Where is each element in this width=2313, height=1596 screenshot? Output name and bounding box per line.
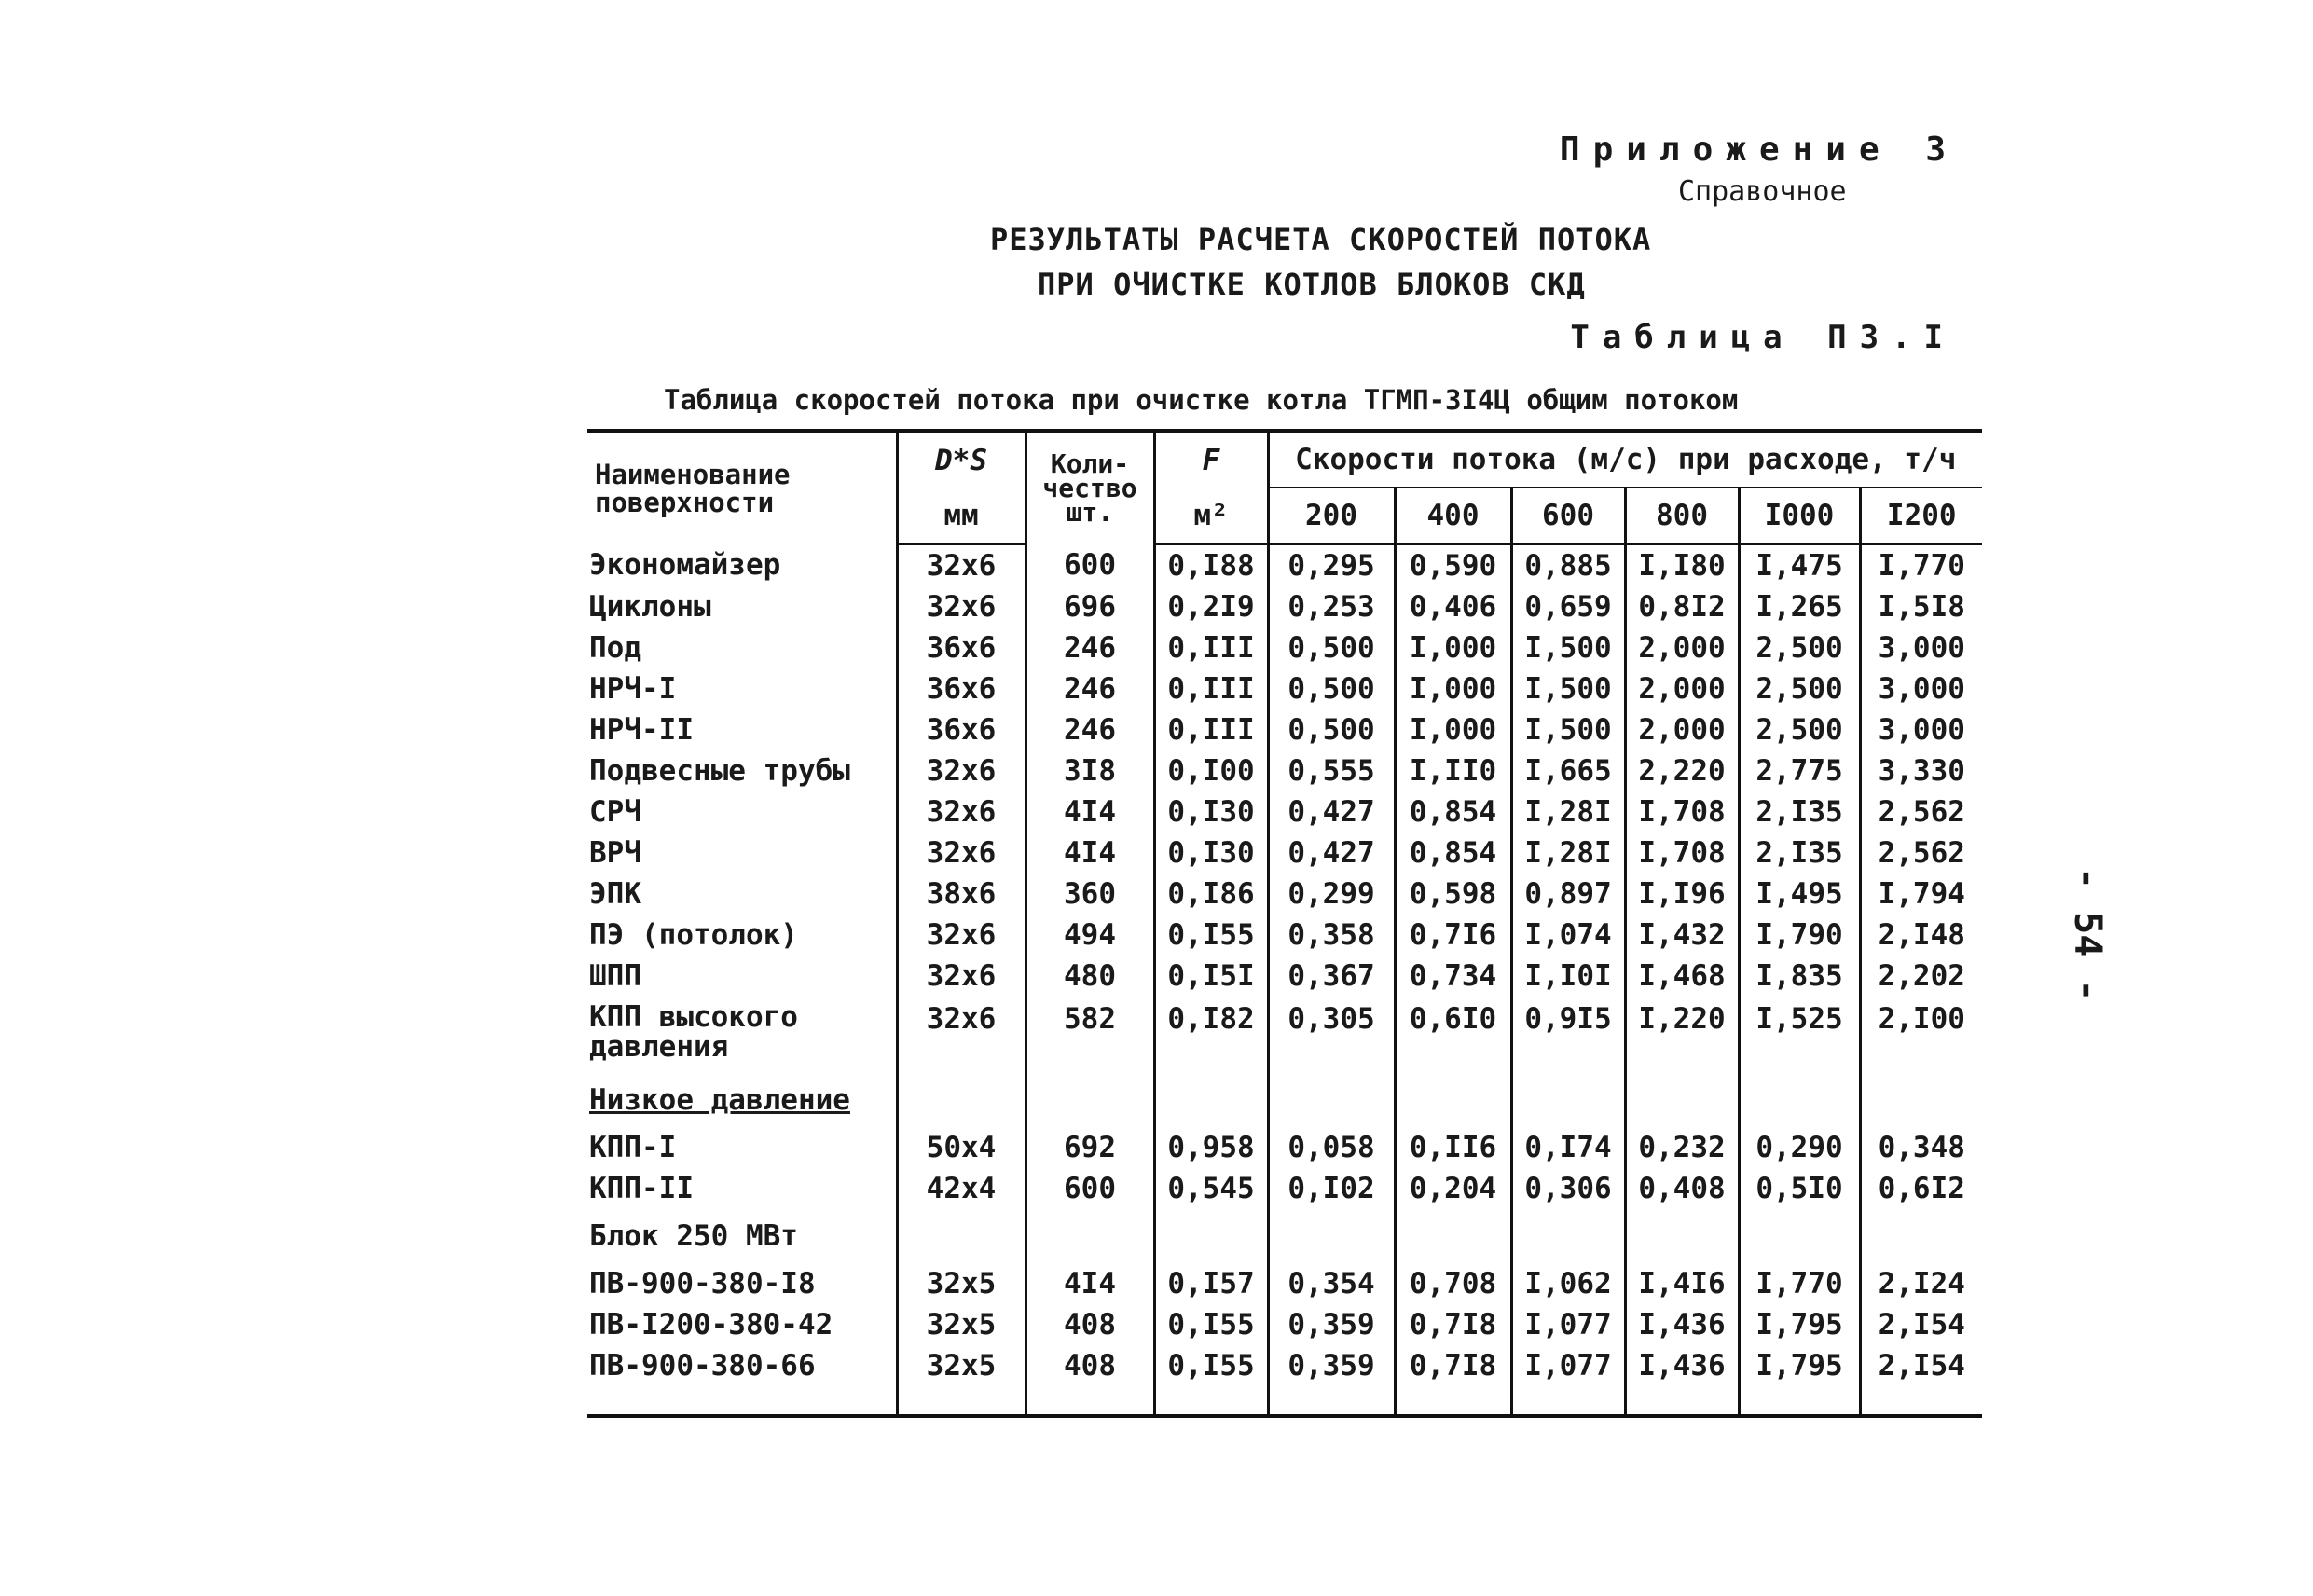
speed-cell: 0,359	[1268, 1345, 1395, 1414]
surface-name-cell: КПП-I	[589, 1131, 677, 1164]
speed-cell: I,708	[1625, 791, 1739, 832]
count-cell: 480	[1026, 956, 1154, 997]
ds-cell: 32x6	[897, 956, 1026, 997]
speed-cell: 0,885	[1511, 544, 1625, 587]
speed-cell: 2,I48	[1860, 915, 1982, 956]
count-cell: 408	[1026, 1345, 1154, 1414]
speed-cell: 0,290	[1739, 1127, 1860, 1168]
section-label: Блок 250 МВт	[589, 1219, 798, 1253]
speed-cell: I,790	[1739, 915, 1860, 956]
count-cell: 696	[1026, 586, 1154, 627]
count-cell: 360	[1026, 874, 1154, 915]
speed-cell: 0,5I0	[1739, 1168, 1860, 1209]
ds-cell: 32x6	[897, 586, 1026, 627]
document-title-line1: РЕЗУЛЬТАТЫ РАСЧЕТА СКОРОСТЕЙ ПОТОКА	[990, 222, 1652, 257]
area-cell: 0,III	[1154, 627, 1268, 668]
speed-cell: I,220	[1625, 997, 1739, 1073]
count-cell: 494	[1026, 915, 1154, 956]
table-body	[587, 544, 1982, 1415]
speed-cell: 2,I35	[1739, 832, 1860, 874]
table-header	[587, 431, 1982, 544]
speed-cell: I,28I	[1511, 791, 1625, 832]
speed-cell: 0,406	[1395, 586, 1511, 627]
speed-cell: 0,I02	[1268, 1168, 1395, 1209]
speed-cell: I,28I	[1511, 832, 1625, 874]
speed-cell: 3,000	[1860, 668, 1982, 709]
ds-cell: 42x4	[897, 1168, 1026, 1209]
section-title	[587, 1073, 897, 1127]
speed-cell: 3,000	[1860, 709, 1982, 750]
surface-name-cell: НРЧ-II	[589, 713, 694, 747]
speed-cell: I,265	[1739, 586, 1860, 627]
surface-name-cell: КПП высокого давления	[589, 1000, 798, 1064]
speed-cell: 2,500	[1739, 668, 1860, 709]
speed-cell: 0,408	[1625, 1168, 1739, 1209]
speed-cell: 0,306	[1511, 1168, 1625, 1209]
empty-cell	[1268, 1209, 1395, 1263]
speed-cell: 2,I24	[1860, 1263, 1982, 1304]
speed-cell: 0,500	[1268, 709, 1395, 750]
surface-name-cell: Подвесные трубы	[589, 754, 850, 788]
count-cell: 600	[1026, 544, 1154, 587]
speed-cell: I,525	[1739, 997, 1860, 1073]
area-cell: 0,I30	[1154, 791, 1268, 832]
speed-cell: 2,202	[1860, 956, 1982, 997]
ds-cell: 32x6	[897, 997, 1026, 1073]
speed-cell: 2,500	[1739, 627, 1860, 668]
speed-cell: 0,897	[1511, 874, 1625, 915]
speed-cell: 2,I00	[1860, 997, 1982, 1073]
area-cell: 0,I55	[1154, 1304, 1268, 1345]
speed-cell: 0,7I6	[1395, 915, 1511, 956]
speed-cell: 2,I54	[1860, 1345, 1982, 1414]
speed-cell: I,436	[1625, 1304, 1739, 1345]
table-row	[587, 874, 1982, 915]
speed-cell: 2,775	[1739, 750, 1860, 791]
empty-cell	[1026, 1209, 1154, 1263]
table-row	[587, 1345, 1982, 1414]
header-area-unit: м²	[1154, 488, 1268, 544]
appendix-label: Приложение 3	[1559, 131, 1959, 169]
empty-cell	[1154, 1073, 1268, 1127]
speed-cell: 0,058	[1268, 1127, 1395, 1168]
table-row	[587, 997, 1982, 1073]
speed-cell: I,794	[1860, 874, 1982, 915]
empty-cell	[1395, 1209, 1511, 1263]
area-cell: 0,I88	[1154, 544, 1268, 587]
empty-cell	[1739, 1209, 1860, 1263]
speed-cell: 0,427	[1268, 791, 1395, 832]
count-cell: 582	[1026, 997, 1154, 1073]
ds-cell: 32x6	[897, 915, 1026, 956]
surface-name-cell: Циклоны	[589, 590, 711, 624]
table-number: Таблица П3.I	[1570, 319, 1956, 356]
speed-cell: I,432	[1625, 915, 1739, 956]
area-cell: 0,III	[1154, 709, 1268, 750]
header-flow-1200: I200	[1860, 488, 1982, 544]
header-count: Коли-чество шт.	[1026, 431, 1154, 544]
ds-cell: 32x5	[897, 1304, 1026, 1345]
count-cell: 246	[1026, 709, 1154, 750]
flow-speed-table-wrapper	[587, 429, 1982, 1414]
speed-cell: I,II0	[1395, 750, 1511, 791]
speed-cell: I,077	[1511, 1304, 1625, 1345]
speed-cell: 0,590	[1395, 544, 1511, 587]
section-row-low-pressure	[587, 1073, 1982, 1127]
table-row	[587, 544, 1982, 587]
empty-cell	[1268, 1073, 1395, 1127]
surface-name-cell: КПП-II	[589, 1172, 694, 1205]
ds-cell: 36x6	[897, 709, 1026, 750]
speed-cell: 3,000	[1860, 627, 1982, 668]
ds-cell: 50x4	[897, 1127, 1026, 1168]
speed-cell: 2,I54	[1860, 1304, 1982, 1345]
speed-cell: 0,555	[1268, 750, 1395, 791]
table-bottom-rule	[587, 1414, 1982, 1418]
header-surface-name: Наименование поверхности	[587, 431, 897, 544]
empty-cell	[1625, 1209, 1739, 1263]
speed-cell: 0,598	[1395, 874, 1511, 915]
count-cell: 246	[1026, 627, 1154, 668]
empty-cell	[1026, 1073, 1154, 1127]
speed-cell: I,665	[1511, 750, 1625, 791]
area-cell: 0,I86	[1154, 874, 1268, 915]
speed-cell: 0,367	[1268, 956, 1395, 997]
speed-cell: 2,562	[1860, 791, 1982, 832]
speed-cell: 0,232	[1625, 1127, 1739, 1168]
table-row	[587, 1304, 1982, 1345]
speed-cell: I,000	[1395, 627, 1511, 668]
speed-cell: 0,9I5	[1511, 997, 1625, 1073]
table-row	[587, 709, 1982, 750]
empty-cell	[1511, 1209, 1625, 1263]
speed-cell: 0,359	[1268, 1304, 1395, 1345]
area-cell: 0,958	[1154, 1127, 1268, 1168]
speed-cell: 3,330	[1860, 750, 1982, 791]
speed-cell: 0,7I8	[1395, 1304, 1511, 1345]
speed-cell: 0,7I8	[1395, 1345, 1511, 1414]
surface-name-cell: ВРЧ	[589, 836, 641, 870]
speed-cell: I,I80	[1625, 544, 1739, 587]
speed-cell: I,500	[1511, 627, 1625, 668]
area-cell: 0,III	[1154, 668, 1268, 709]
speed-cell: 0,708	[1395, 1263, 1511, 1304]
table-row	[587, 915, 1982, 956]
header-area: F	[1154, 431, 1268, 488]
speed-cell: 0,427	[1268, 832, 1395, 874]
area-cell: 0,I82	[1154, 997, 1268, 1073]
ds-cell: 32x6	[897, 750, 1026, 791]
empty-cell	[1511, 1073, 1625, 1127]
header-flow-200: 200	[1268, 488, 1395, 544]
speed-cell: I,500	[1511, 668, 1625, 709]
ds-cell: 36x6	[897, 668, 1026, 709]
speed-cell: 0,295	[1268, 544, 1395, 587]
header-flow-800: 800	[1625, 488, 1739, 544]
speed-cell: 0,500	[1268, 668, 1395, 709]
header-flow-speeds: Скорости потока (м/с) при расходе, т/ч	[1268, 431, 1982, 488]
header-ds: D*S	[897, 431, 1026, 488]
section-title	[587, 1209, 897, 1263]
speed-cell: 0,II6	[1395, 1127, 1511, 1168]
surface-name-cell: ШПП	[589, 959, 641, 993]
area-cell: 0,I30	[1154, 832, 1268, 874]
speed-cell: 2,I35	[1739, 791, 1860, 832]
empty-cell	[1860, 1073, 1982, 1127]
speed-cell: I,795	[1739, 1345, 1860, 1414]
ds-cell: 32x5	[897, 1345, 1026, 1414]
count-cell: 600	[1026, 1168, 1154, 1209]
speed-cell: 0,204	[1395, 1168, 1511, 1209]
area-cell: 0,2I9	[1154, 586, 1268, 627]
ds-cell: 36x6	[897, 627, 1026, 668]
surface-name-cell: Экономайзер	[589, 548, 781, 583]
surface-name-cell: ПВ-900-380-66	[589, 1349, 816, 1383]
count-cell: 408	[1026, 1304, 1154, 1345]
table-row	[587, 832, 1982, 874]
speed-cell: I,077	[1511, 1345, 1625, 1414]
speed-cell: I,770	[1739, 1263, 1860, 1304]
speed-cell: 0,348	[1860, 1127, 1982, 1168]
table-row	[587, 1263, 1982, 1304]
area-cell: 0,I5I	[1154, 956, 1268, 997]
speed-cell: I,495	[1739, 874, 1860, 915]
speed-cell: 2,562	[1860, 832, 1982, 874]
empty-cell	[1860, 1209, 1982, 1263]
speed-cell: I,436	[1625, 1345, 1739, 1414]
speed-cell: I,4I6	[1625, 1263, 1739, 1304]
surface-name-cell: ЭПК	[589, 877, 641, 911]
table-row	[587, 1127, 1982, 1168]
speed-cell: I,835	[1739, 956, 1860, 997]
section-label: Низкое давление	[589, 1083, 850, 1117]
area-cell: 0,545	[1154, 1168, 1268, 1209]
ds-cell: 32x6	[897, 791, 1026, 832]
speed-cell: 2,000	[1625, 627, 1739, 668]
speed-cell: I,5I8	[1860, 586, 1982, 627]
surface-name-cell: ПВ-900-380-I8	[589, 1267, 816, 1300]
speed-cell: I,475	[1739, 544, 1860, 587]
area-cell: 0,I00	[1154, 750, 1268, 791]
document-title-line2: ПРИ ОЧИСТКЕ КОТЛОВ БЛОКОВ СКД	[1038, 267, 1586, 302]
surface-name-cell: Под	[589, 631, 641, 665]
speed-cell: I,500	[1511, 709, 1625, 750]
table-row	[587, 627, 1982, 668]
speed-cell: I,062	[1511, 1263, 1625, 1304]
speed-cell: 2,500	[1739, 709, 1860, 750]
speed-cell: 0,8I2	[1625, 586, 1739, 627]
flow-speed-table	[587, 429, 1982, 1414]
speed-cell: I,000	[1395, 709, 1511, 750]
speed-cell: 0,I74	[1511, 1127, 1625, 1168]
empty-cell	[897, 1073, 1026, 1127]
area-cell: 0,I55	[1154, 915, 1268, 956]
speed-cell: I,795	[1739, 1304, 1860, 1345]
speed-cell: 0,6I0	[1395, 997, 1511, 1073]
surface-name-cell: СРЧ	[589, 795, 641, 829]
table-row	[587, 956, 1982, 997]
table-row	[587, 668, 1982, 709]
speed-cell: 0,500	[1268, 627, 1395, 668]
table-caption: Таблица скоростей потока при очистке котла ТГМП-3I4Ц общим потоком	[664, 384, 1739, 416]
table-row	[587, 586, 1982, 627]
header-flow-1000: I000	[1739, 488, 1860, 544]
surface-name-cell: НРЧ-I	[589, 672, 677, 706]
ds-cell: 32x6	[897, 544, 1026, 587]
header-flow-400: 400	[1395, 488, 1511, 544]
count-cell: 3I8	[1026, 750, 1154, 791]
speed-cell: 0,358	[1268, 915, 1395, 956]
speed-cell: I,I96	[1625, 874, 1739, 915]
speed-cell: 0,659	[1511, 586, 1625, 627]
empty-cell	[1739, 1073, 1860, 1127]
area-cell: 0,I55	[1154, 1345, 1268, 1414]
speed-cell: 0,854	[1395, 791, 1511, 832]
speed-cell: I,074	[1511, 915, 1625, 956]
count-cell: 692	[1026, 1127, 1154, 1168]
area-cell: 0,I57	[1154, 1263, 1268, 1304]
count-cell: 4I4	[1026, 791, 1154, 832]
ds-cell: 32x5	[897, 1263, 1026, 1304]
speed-cell: 0,305	[1268, 997, 1395, 1073]
speed-cell: 2,000	[1625, 668, 1739, 709]
empty-cell	[1395, 1073, 1511, 1127]
count-cell: 4I4	[1026, 1263, 1154, 1304]
speed-cell: 2,000	[1625, 709, 1739, 750]
page-number: - 54 -	[2066, 867, 2109, 1002]
surface-name-cell: ПЭ (потолок)	[589, 918, 798, 952]
speed-cell: I,000	[1395, 668, 1511, 709]
speed-cell: 0,734	[1395, 956, 1511, 997]
speed-cell: 0,253	[1268, 586, 1395, 627]
table-row	[587, 1168, 1982, 1209]
table-row	[587, 750, 1982, 791]
ds-cell: 32x6	[897, 832, 1026, 874]
speed-cell: I,I0I	[1511, 956, 1625, 997]
ds-cell: 38x6	[897, 874, 1026, 915]
reference-label: Справочное	[1678, 175, 1847, 208]
speed-cell: 2,220	[1625, 750, 1739, 791]
empty-cell	[1154, 1209, 1268, 1263]
section-row-block-250	[587, 1209, 1982, 1263]
table-row	[587, 791, 1982, 832]
speed-cell: I,468	[1625, 956, 1739, 997]
speed-cell: 0,6I2	[1860, 1168, 1982, 1209]
header-flow-600: 600	[1511, 488, 1625, 544]
speed-cell: 0,854	[1395, 832, 1511, 874]
surface-name-cell: ПВ-I200-380-42	[589, 1308, 833, 1341]
speed-cell: 0,354	[1268, 1263, 1395, 1304]
header-ds-unit: мм	[897, 488, 1026, 544]
empty-cell	[1625, 1073, 1739, 1127]
speed-cell: 0,299	[1268, 874, 1395, 915]
empty-cell	[897, 1209, 1026, 1263]
count-cell: 246	[1026, 668, 1154, 709]
count-cell: 4I4	[1026, 832, 1154, 874]
speed-cell: I,770	[1860, 544, 1982, 587]
speed-cell: I,708	[1625, 832, 1739, 874]
